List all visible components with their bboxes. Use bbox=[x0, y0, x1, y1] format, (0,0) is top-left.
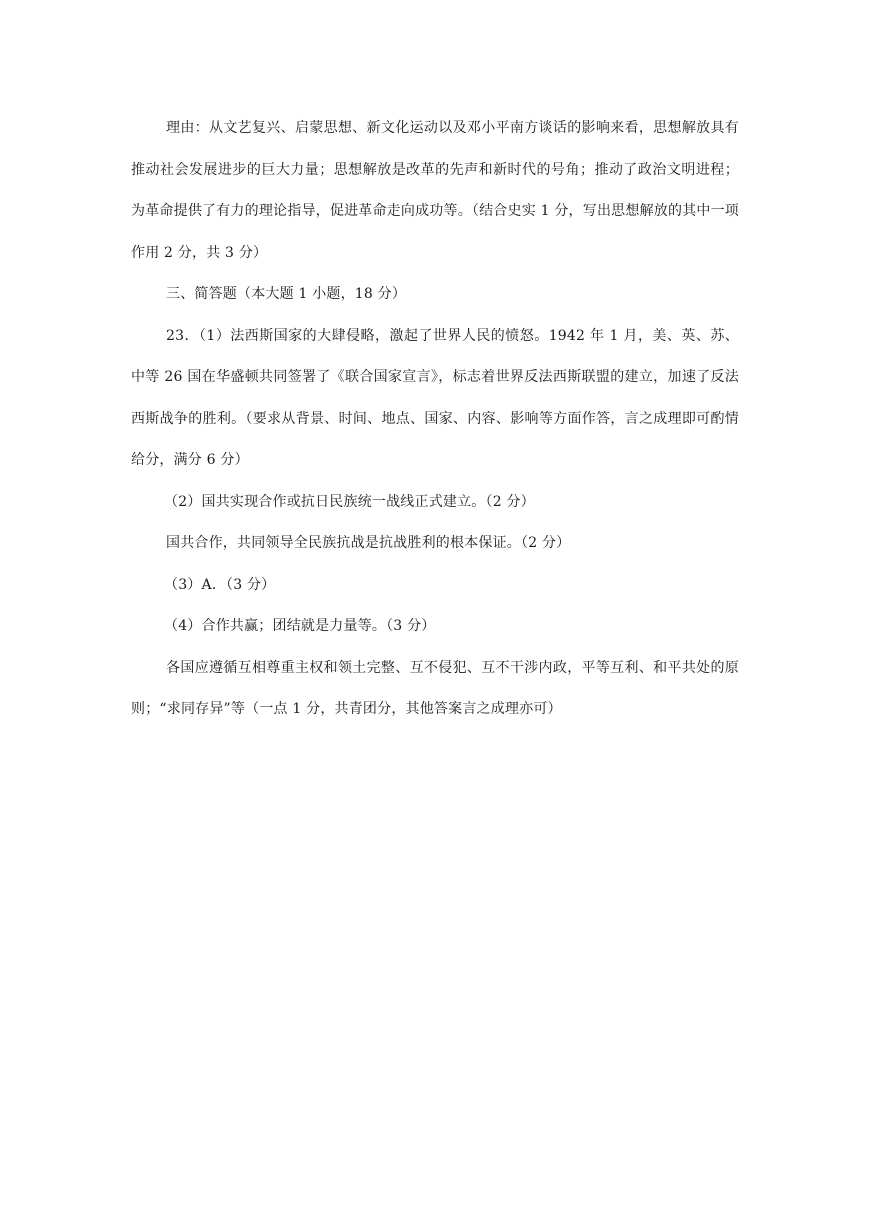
paragraph-question-23-part-2: （2）国共实现合作或抗日民族统一战线正式建立。（2 分） bbox=[164, 493, 535, 510]
paragraph-question-23-part-1: 23．（1）法西斯国家的大肆侵略，激起了世界人民的愤怒。1942 年 1 月，美、英、苏、中等 26 国在华盛顿共同签署了《联合国家宣言》，标志着世界反法西斯联盟的建立，加速了反法西斯战争的胜利。（要求从背景、时间、地点、国家、内容、影响等方面作答，言之成理即可酌情给分，满分 6 分） bbox=[131, 327, 739, 468]
paragraph-reason: 理由：从文艺复兴、启蒙思想、新文化运动以及邓小平南方谈话的影响来看，思想解放具有推动社会发展进步的巨大力量；思想解放是改革的先声和新时代的号角；推动了政治文明进程；为革命提供了有力的理论指导，促进革命走向成功等。（结合史实 1 分，写出思想解放的其中一项作用 2 分，共 3 分） bbox=[131, 120, 739, 261]
paragraph-question-23-part-3: （3）A．（3 分） bbox=[164, 576, 276, 593]
paragraph-question-23-part-4-explanation: 各国应遵循互相尊重主权和领土完整、互不侵犯、互不干涉内政，平等互利、和平共处的原则；“求同存异”等（一点 1 分，共青团分，其他答案言之成理亦可） bbox=[131, 659, 739, 717]
paragraph-question-23-part-2-explanation: 国共合作，共同领导全民族抗战是抗战胜利的根本保证。（2 分） bbox=[166, 535, 571, 551]
section-heading-short-answer: 三、简答题（本大题 1 小题，18 分） bbox=[166, 286, 407, 302]
document-body bbox=[131, 108, 739, 731]
paragraph-question-23-part-4: （4）合作共赢；团结就是力量等。（3 分） bbox=[164, 618, 436, 634]
